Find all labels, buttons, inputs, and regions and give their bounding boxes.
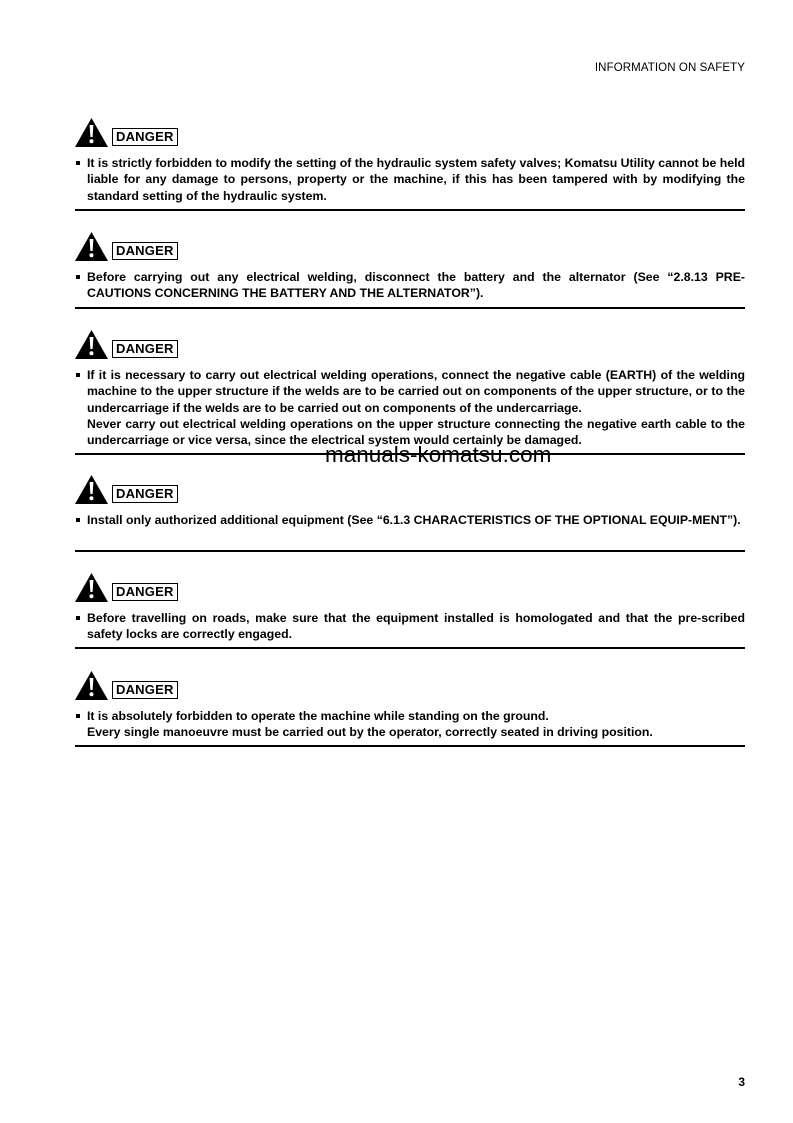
divider (75, 307, 745, 309)
danger-text (75, 708, 745, 741)
paragraph: Never carry out electrical welding operations on the upper structure connecting the negative earth cable to the undercarriage or vice versa, since the electrical system would certainly be damaged. (87, 416, 745, 448)
danger-label: DANGER (112, 128, 178, 146)
bullet-icon (76, 518, 80, 522)
danger-label: DANGER (112, 583, 178, 601)
page-number: 3 (738, 1075, 745, 1089)
paragraph: If it is necessary to carry out electrical welding operations, connect the negative cable (EARTH) of the welding machine to the upper structure if the welds are to be carried out on components of the upper structure, or to the undercarriage if the welds are to be carried out on components of the undercarriage. (87, 368, 745, 415)
paragraph: Before travelling on roads, make sure that the equipment installed is homologated and that the pre-scribed safety locks are correctly engaged. (87, 611, 745, 642)
danger-text (75, 155, 745, 204)
paragraph: Every single manoeuvre must be carried out by the operator, correctly seated in driving position. (87, 725, 653, 740)
danger-label: DANGER (112, 485, 178, 503)
danger-section (75, 475, 745, 528)
danger-section (75, 573, 745, 643)
danger-section (75, 118, 745, 204)
danger-section (75, 671, 745, 741)
warning-triangle-icon (75, 573, 108, 602)
danger-text (75, 269, 745, 302)
paragraph: Before carrying out any electrical welding, disconnect the battery and the alternator (See “2.8.13 PRE-CAUTIONS CONCERNING THE BATTERY AND THE ALTERNATOR”). (87, 270, 745, 301)
bullet-icon (76, 714, 80, 718)
paragraph: It is absolutely forbidden to operate the machine while standing on the ground. (87, 709, 549, 723)
danger-section (75, 330, 745, 448)
danger-label: DANGER (112, 340, 178, 358)
bullet-icon (76, 373, 80, 377)
warning-triangle-icon (75, 232, 108, 261)
divider (75, 745, 745, 747)
danger-text (75, 610, 745, 643)
paragraph: It is strictly forbidden to modify the setting of the hydraulic system safety valves; Komatsu Utility cannot be held liable for any damage to persons, property or the machine, if this has been tampered with by modifying the standard setting of the hydraulic system. (87, 156, 746, 203)
warning-triangle-icon (75, 330, 108, 359)
watermark: manuals-komatsu.com (325, 442, 552, 467)
bullet-icon (76, 161, 80, 165)
page-header-title: INFORMATION ON SAFETY (594, 62, 745, 74)
warning-triangle-icon (75, 671, 108, 700)
divider (75, 209, 745, 211)
danger-text (75, 512, 745, 528)
warning-triangle-icon (75, 118, 108, 147)
danger-section (75, 232, 745, 302)
danger-text (75, 367, 745, 448)
bullet-icon (76, 616, 80, 620)
divider (75, 550, 745, 552)
danger-label: DANGER (112, 681, 178, 699)
danger-label: DANGER (112, 242, 178, 260)
bullet-icon (76, 275, 80, 279)
paragraph: Install only authorized additional equipment (See “6.1.3 CHARACTERISTICS OF THE OPTIONAL EQUIP-MENT”). (87, 513, 741, 527)
warning-triangle-icon (75, 475, 108, 504)
divider (75, 647, 745, 649)
